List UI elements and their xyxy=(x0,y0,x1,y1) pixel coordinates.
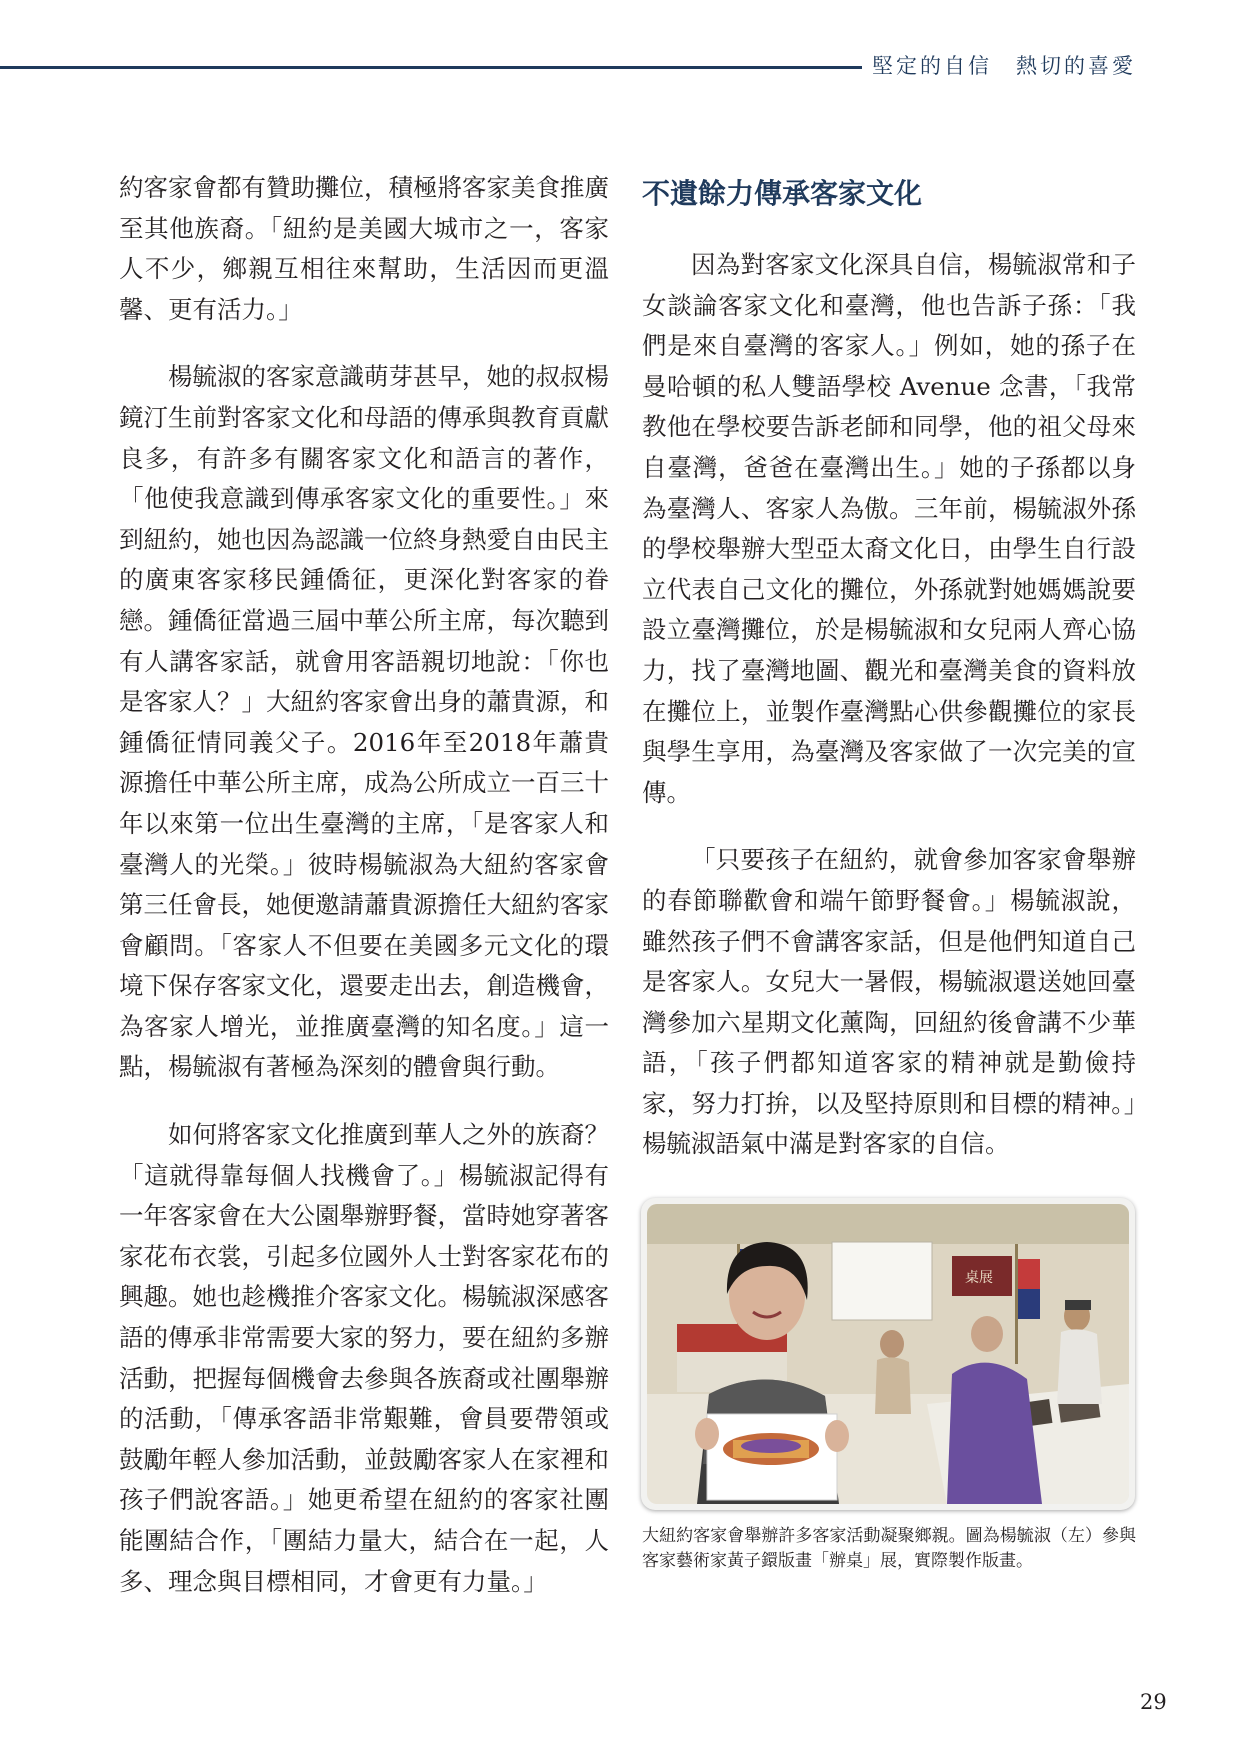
left-column xyxy=(119,168,609,1602)
photo-caption: 大紐約客家會舉辦許多客家活動凝聚鄉親。圖為楊毓淑（左）參與客家藝術家黃子鐶版畫「辦桌」展，實際製作版畫。 xyxy=(642,1526,1136,1571)
body-paragraph: 約客家會都有贊助攤位，積極將客家美食推廣至其他族裔。「紐約是美國大城市之一，客家人不少，鄉親互相往來幫助，生活因而更溫馨、更有活力。」 xyxy=(119,173,609,324)
body-paragraph: 因為對客家文化深具自信，楊毓淑常和子女談論客家文化和臺灣，他也告訴子孫：「我們是來自臺灣的客家人。」例如，她的孫子在曼哈頓的私人雙語學校 Avenue 念書，「我常教他在學校要告訴老師和同學，他的祖父母來自臺灣，爸爸在臺灣出生。」她的子孫都以身為臺灣人、客家人為傲。三年前，楊毓淑外孫的學校舉辦大型亞太裔文化日，由學生自行設立代表自己文化的攤位，外孫就對她媽媽說要設立臺灣攤位，於是楊毓淑和女兒兩人齊心協力，找了臺灣地圖、觀光和臺灣美食的資料放在攤位上，並製作臺灣點心供參觀攤位的家長與學生享用，為臺灣及客家做了一次完美的宣傳。 xyxy=(642,250,1136,807)
running-header: 堅定的自信 熱切的喜愛 xyxy=(872,54,1136,78)
header-rule xyxy=(0,66,862,69)
section-heading: 不遺餘力傳承客家文化 xyxy=(642,177,923,210)
event-photo xyxy=(647,1204,1129,1504)
body-paragraph: 如何將客家文化推廣到華人之外的族裔？「這就得靠每個人找機會了。」楊毓淑記得有一年客家會在大公園舉辦野餐，當時她穿著客家花布衣裳，引起多位國外人士對客家花布的興趣。她也趁機推介客家文化。楊毓淑深感客語的傳承非常需要大家的努力，要在紐約多辦活動，把握每個機會去參與各族裔或社團舉辦的活動，「傳承客語非常艱難，會員要帶領或鼓勵年輕人參加活動，並鼓勵客家人在家裡和孩子們說客語。」她更希望在紐約的客家社團能團結合作，「團結力量大，結合在一起，人多、理念與目標相同，才會更有力量。」 xyxy=(119,1120,609,1596)
photo-frame xyxy=(641,1198,1135,1510)
right-column xyxy=(642,245,1136,1165)
body-paragraph: 「只要孩子在紐約，就會參加客家會舉辦的春節聯歡會和端午節野餐會。」楊毓淑說，雖然孩子們不會講客家話，但是他們知道自己是客家人。女兒大一暑假，楊毓淑還送她回臺灣參加六星期文化薰陶，回紐約後會講不少華語，「孩子們都知道客家的精神就是勤儉持家，努力打拚，以及堅持原則和目標的精神。」楊毓淑語氣中滿是對客家的自信。 xyxy=(642,845,1136,1159)
page-number: 29 xyxy=(1140,1690,1167,1714)
exhibit-sign-text: 桌展 xyxy=(965,1270,993,1286)
body-paragraph: 楊毓淑的客家意識萌芽甚早，她的叔叔楊鏡汀生前對客家文化和母語的傳承與教育貢獻良多，有許多有關客家文化和語言的著作，「他使我意識到傳承客家文化的重要性。」來到紐約，她也因為認識一位終身熱愛自由民主的廣東客家移民鍾僑征，更深化對客家的眷戀。鍾僑征當過三屆中華公所主席，每次聽到有人講客家話，就會用客語親切地說：「你也是客家人？」大紐約客家會出身的蕭貴源，和鍾僑征情同義父子。2016年至2018年蕭貴源擔任中華公所主席，成為公所成立一百三十年以來第一位出生臺灣的主席，「是客家人和臺灣人的光榮。」彼時楊毓淑為大紐約客家會第三任會長，她便邀請蕭貴源擔任大紐約客家會顧問。「客家人不但要在美國多元文化的環境下保存客家文化，還要走出去，創造機會，為客家人增光，並推廣臺灣的知名度。」這一點，楊毓淑有著極為深刻的體會與行動。 xyxy=(119,362,609,1082)
